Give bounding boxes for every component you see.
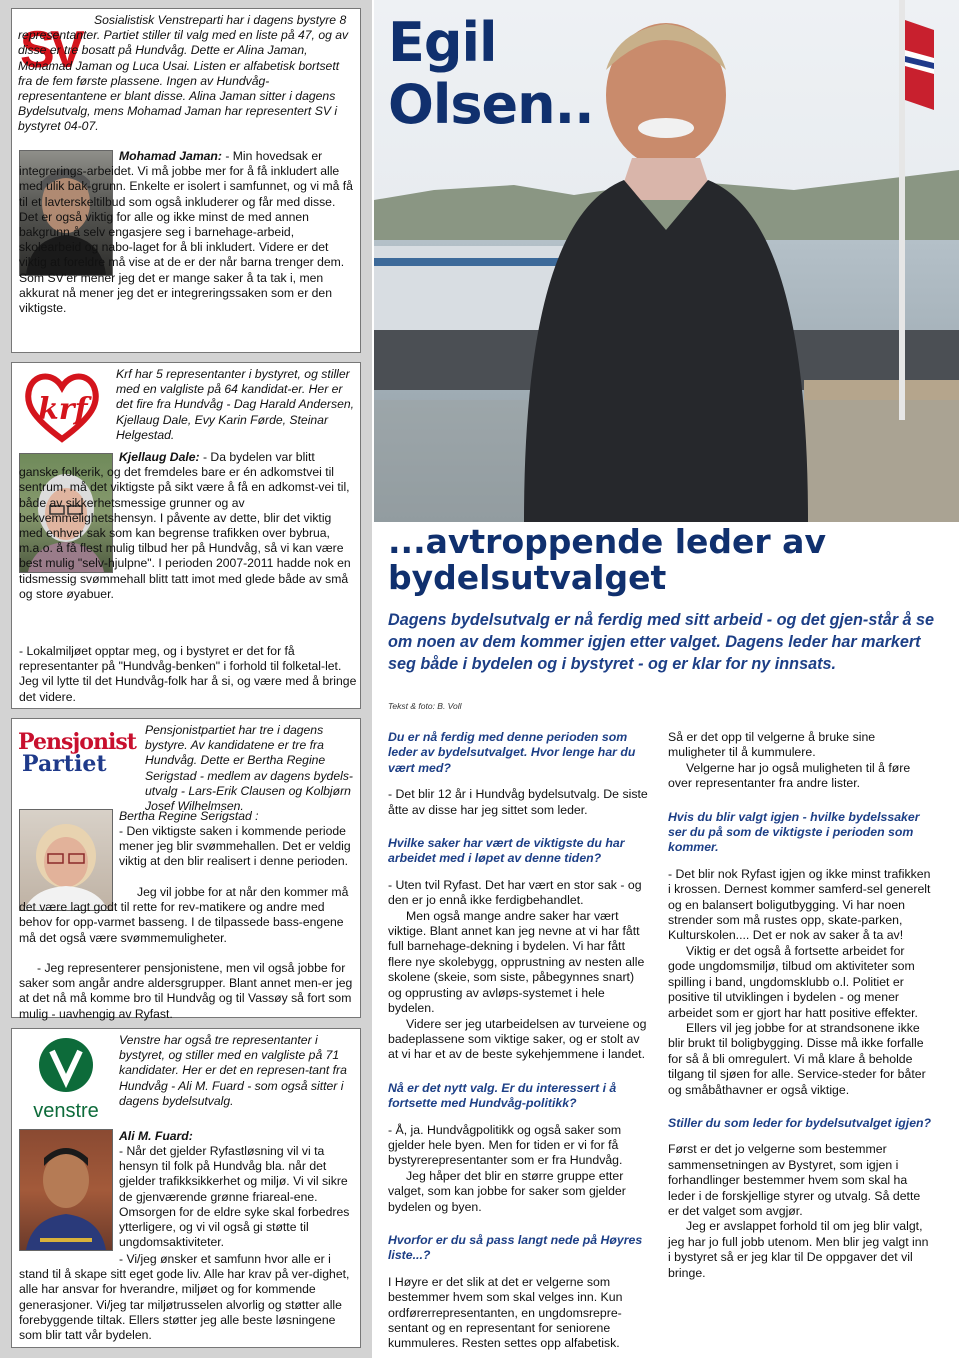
mohamad-jaman-name: Mohamad Jaman: bbox=[119, 149, 222, 163]
svg-text:V: V bbox=[50, 21, 85, 77]
bertha-serigstad-text2: Jeg vil jobbe for at når den kommer må det være lagt godt til rette for rev-matikere og andre med behov for opp-varmet basseng. I de tilpassede bass-engene må det også være svømmemuligheter. bbox=[19, 885, 349, 945]
answer-4-cont: Så er det opp til velgerne å bruke sine muligheter til å kummulere. bbox=[668, 730, 876, 760]
article-credit: Tekst & foto: B. Voll bbox=[388, 701, 462, 711]
question-4: Hvorfor er du så pass langt nede på Høyres liste...? bbox=[388, 1232, 643, 1263]
pensjonistpartiet-logo bbox=[18, 731, 142, 781]
question-6: Stiller du som leder for bydelsutvalget igjen? bbox=[668, 1115, 932, 1130]
answer-2c: Videre ser jeg utarbeidelsen av turveiene og badeplassene som viktige saker, og er stolt av at vi har et av de beste sykehjemmene i landet. bbox=[388, 1016, 647, 1062]
krf-box bbox=[11, 362, 361, 709]
bertha-serigstad-text: - Den viktigste saken i kommende periode mener jeg blir svømmehallen. Det er veldig viktig at den blir realisert i denne perioden. bbox=[119, 824, 351, 869]
mohamad-jaman-text: - Min hovedsak er integrerings-arbeidet. Vi må jobbe mer for å få inkludert alle med ulik bak-grunn. Enkelte er isolert i samfunnet, og vi må få til et lavterskeltilbud som også inkluderer og får med disse. Det er også viktig for alle og ikke minst de med annen bakgrunn å selv engasjere seg i barnehage-arbeid, skolearbeid og nabo-laget for å bli inkludert. Videre er det viktig at foreldre må vise at de er der når barna trenger dem. Som SV’er mener jeg det er mange saker å ta tak i, men akkurat nå mener jeg det er integreringssaken som er den viktigste. bbox=[19, 149, 353, 316]
answer-6b: Jeg er avslappet forhold til om jeg blir valgt, jeg har jo full jobb utenom. Men blir jeg valgt inn i bystyret så er jeg klar til De oppgaver det vil bringe. bbox=[668, 1219, 929, 1280]
sv-box bbox=[11, 8, 361, 353]
pp-logo-line1: Pensjonist bbox=[18, 729, 136, 755]
article-column-1 bbox=[388, 730, 650, 1352]
kjellaug-dale-text2: - Lokalmiljøet opptar meg, og i bystyret er det for få representanter på "Hundvåg-benken" i forhold til folketal-let. Jeg vil lytte til det Hundvåg-folk har å si, og være med å bringe det videre. bbox=[19, 644, 357, 704]
article-headline: ...avtroppende leder av bydelsutvalget bbox=[388, 522, 826, 597]
article-lead: Dagens bydelsutvalg er nå ferdig med sitt arbeid - og det gjen-står å se om noen av dem kommer igjen etter valget. Dagens leder har markert seg både i bydelen og i bystyret - og er klar for ny innsats. bbox=[388, 611, 935, 673]
answer-5b: Viktig er det også å fortsette arbeidet for gode ungdomsmiljø, tilbud om aktiviteter som spilling i band, ungdomsklubb o.l. Politiet er positive til utviklingen i bydelen - og mener arbeidet som er gjort har hatt positive effekter. bbox=[668, 943, 918, 1020]
krf-logo bbox=[22, 367, 102, 445]
answer-6a: Først er det jo velgerne som bestemmer sammensetningen av Bystyret, som igjen i forhandlinger bestemmer hvem som skal ha leder i de forskjellige styrer og utvalg. Så dette er det valget som avgjør. bbox=[668, 1142, 921, 1218]
ali-fuard-photo bbox=[19, 1129, 113, 1251]
svg-text:S: S bbox=[20, 21, 55, 77]
answer-1: - Det blir 12 år i Hundvåg bydelsutvalg. De siste åtte av disse har jeg sittet som leder. bbox=[388, 787, 648, 817]
bertha-serigstad-text3: - Jeg representerer pensjonistene, men vil også jobbe for saker som angår andre aldersgrupper. Blant annet men-er jeg at det nå må komme bro til Hundvåg og til Vassøy så fort som mulig - uavhengig av Ryfast. bbox=[19, 961, 353, 1021]
pp-logo-line2: Partiet bbox=[22, 751, 107, 777]
answer-2b: Men også mange andre saker har vært viktige. Blant annet kan jeg nevne at vi har fått full barnehage-dekning i bydelen. Vi har fått flere nye skolebygg, opprustning av nesten alle skolene (skeie, som siste, påbegynnes snart) og opprusting av avløps-systemet i hele bydelen. bbox=[388, 908, 645, 1016]
article-column-2 bbox=[668, 730, 933, 1281]
kjellaug-dale-statement bbox=[19, 450, 357, 602]
question-3: Nå er det nytt valg. Er du interessert i å fortsette med Hundvåg-politikk? bbox=[388, 1080, 617, 1111]
answer-3b: Jeg håper det blir en større gruppe etter valget, som kan jobbe for saker som gjelder bydelen og byen. bbox=[388, 1168, 626, 1214]
answer-2a: - Uten tvil Ryfast. Det har vært en stor sak - og den er jo ennå ikke ferdigbehandlet. bbox=[388, 877, 642, 908]
question-1: Du er nå ferdig med denne perioden som leder av bydelsutvalget. Hvor lenge har du vært med? bbox=[388, 730, 636, 775]
article-title-line1: Egil bbox=[388, 11, 497, 74]
pensjonistpartiet-intro: Pensjonistpartiet har tre i dagens bystyre. Av kandidatene er tre fra Hundvåg. Dette er Bertha Regine Serigstad - medlem av dagens bydels-utvalg - Lars-Erik Clausen og Kolbjørn Josef Wilhelmsen. bbox=[145, 723, 353, 814]
venstre-intro: Venstre har også tre representanter i bystyret, og stiller med en valgliste på 71 kandidater. Her er det en represen-tant fra Hundvåg - Ali M. Fuard - som også sitter i dagens bydelsutvalg. bbox=[119, 1033, 347, 1108]
venstre-logo bbox=[18, 1035, 114, 1121]
venstre-box bbox=[11, 1028, 361, 1348]
answer-5c: Ellers vil jeg jobbe for at strandsonene ikke blir brukt til boligbygging. Disse må ikke forfalle for så å bli omregulert. Vi må klare å beholde tilgang til sjøen for alle. Service-steder for båter og småbåthavner er også viktige. bbox=[668, 1020, 926, 1097]
ali-fuard-text2: - Vi/jeg ønsker et samfunn hvor alle er i stand til å skape sitt eget gode liv. Alle har krav på ver-dighet, alle har ansvar for hverandre, miljøet og for kommende generasjoner. Vi/jeg tar miljøtrusselen alvorlig og støtter alle forebyggende tiltak. Ellers støtter jeg alle beste løsningene som blir tatt vår bydelen. bbox=[19, 1252, 350, 1343]
article-title-line2: Olsen.. bbox=[388, 73, 594, 136]
answer-3a: - Å, ja. Hundvågpolitikk og også saker som gjelder hele byen. Men for tiden er vi for få bystyrerepresentanter som er fra Hundvåg. bbox=[388, 1122, 623, 1168]
question-2: Hvilke saker har vært de viktigste du har arbeidet med i løpet av denne tiden? bbox=[388, 836, 625, 866]
ali-fuard-text: - Når det gjelder Ryfastløsning vil vi ta hensyn til folk på Hundvåg bla. når det gjelder trafikksikkerhet og miljø. Vi vil sikre de gjenværende grønne friareal-ene. Omsorgen for de eldre syke skal forbedres ytterligere, og vi vil også gi støtte til ungdomsaktiviteter. bbox=[119, 1144, 350, 1250]
ali-fuard-name: Ali M. Fuard: bbox=[119, 1129, 193, 1143]
ali-fuard-header bbox=[119, 1129, 357, 1144]
mohamad-jaman-statement bbox=[19, 149, 357, 316]
answer-5a: - Det blir nok Ryfast igjen og ikke minst trafikken i krossen. Dernest kommer samferd-sel generelt og en balansert boligutbygging. Vi har noen strender som må rustes opp, skate-parken, Kulturskolen.... Det er nok av saker å ta av! bbox=[668, 866, 931, 943]
question-5: Hvis du blir valgt igjen - hvilke bydelssaker ser du på som de viktigste i perioden som kommer. bbox=[668, 809, 920, 855]
krf-intro: Krf har 5 representanter i bystyret, og stiller med en valgliste på 64 kandidat-er. Her er det fire fra Hundvåg - Dag Harald Andersen, Kjellaug Dale, Evy Karin Førde, Steinar Helgestad. bbox=[116, 367, 355, 442]
bertha-serigstad-name: Bertha Regine Serigstad : bbox=[119, 809, 259, 823]
venstre-logo-word: venstre bbox=[33, 1100, 99, 1122]
svg-text:krf: krf bbox=[38, 392, 88, 427]
left-column bbox=[0, 0, 372, 1358]
answer-4-cont2: Velgerne har jo også muligheten til å føre over representanter fra andre lister. bbox=[668, 760, 911, 791]
pensjonistpartiet-box bbox=[11, 718, 361, 1021]
kjellaug-dale-text: - Da bydelen var blitt ganske folkerik, og det fremdeles bare er én adkomstvei til sentrum, må det viktigste på sikt være å få en adkomst-vei til, både av sikkerhetsmessige grunner og av bekvemmelighetshensyn. I påvente av dette, blir det viktig med enhver sak som kan begrense trafikken over bybrua, m.a.o. å få flest mulig tilbud her på Hundvåg, så vi kan være best mulig "selv-hjulpne". I perioden 2007-2011 hadde nok en tidsmessig svømmehall blitt tatt imot med glede både av små og store øyabuer. bbox=[19, 450, 351, 601]
bertha-serigstad-header bbox=[19, 809, 357, 824]
article-title bbox=[388, 12, 594, 136]
kjellaug-dale-name: Kjellaug Dale: bbox=[119, 450, 200, 464]
sv-intro: Sosialistisk Venstreparti har i dagens bystyre 8 representanter. Partiet stiller til valg med en liste på 47, og av disse er tre bosatt på Hundvåg. Dette er Alina Jaman, Mohamad Jaman og Luca Usai. Listen er alfabetisk bortsett fra de fem første plassene. Ingen av Hundvåg-representantene er blant disse. Alina Jaman sitter i dagens Bydelsutvalg, mens Mohamad Jaman har representert SV i bystyret 04-07. bbox=[18, 13, 349, 134]
answer-4: I Høyre er det slik at det er velgerne som bestemmer hvem som skal velges inn. Kun ordførerrepresentanten, en ungdomsrepre-sentant og en representant for seniorene kummuleres. Resten settes opp alfabetisk. bbox=[388, 1274, 623, 1351]
